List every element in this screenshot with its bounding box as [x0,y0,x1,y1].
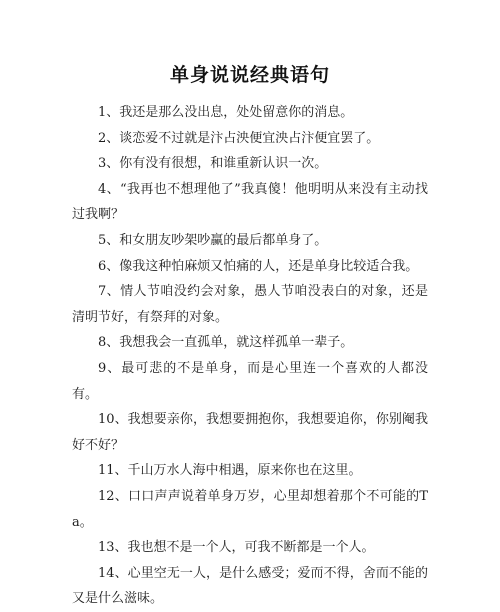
quote-item-3: 3、你有没有很想，和谁重新认识一次。 [98,156,328,172]
quote-item-10: 10、我想要亲你，我想要拥抱你，我想要追你，你别阉我好不好？ [72,412,428,453]
quote-item-7: 7、情人节咱没约会对象，愚人节咱没表白的对象，还是清明节好，有祭拜的对象。 [72,284,428,325]
quote-list [72,100,428,612]
quote-item-12: 12、口口声声说着单身万岁，心里却想着那个不可能的Ta。 [72,488,428,530]
quote-item-9: 9、最可悲的不是单身，而是心里连一个喜欢的人都没有。 [72,360,428,402]
quote-item-13: 13、我也想不是一个人，可我不断都是一个人。 [98,540,375,556]
quote-item-11: 11、千山万水人海中相遇，原来你也在这里。 [98,463,362,479]
page-title: 单身说说经典语句 [169,64,330,86]
quote-item-4: 4、“我再也不想理他了”我真傻！他明明从来没有主动找过我啊？ [72,181,428,223]
quote-item-2: 2、谈恋爱不过就是汴占泱便宜泱占汴便宜罢了。 [98,130,380,146]
quote-item-5: 5、和女朋友吵架吵赢的最后都单身了。 [98,232,328,248]
quote-item-14: 14、心里空无一人，是什么感受；爱而不得，舍而不能的又是什么滋味。 [72,565,428,607]
quote-item-8: 8、我想我会一直孤单，就这样孤单一辈子。 [98,335,354,351]
quote-item-1: 1、我还是那么没出息，处处留意你的消息。 [98,105,354,120]
quote-item-6: 6、像我这种怕麻烦又怕痛的人，还是单身比较适合我。 [98,258,419,274]
